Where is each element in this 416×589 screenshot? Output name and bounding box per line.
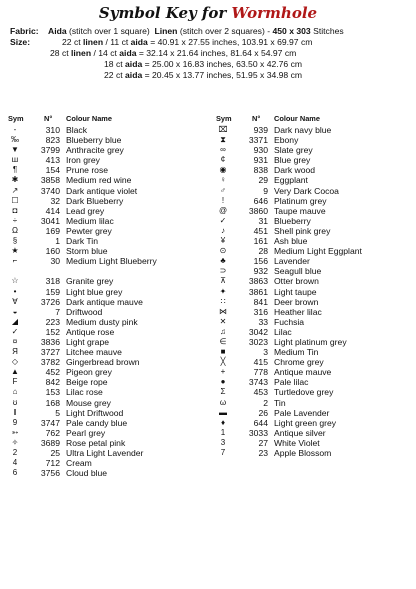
key-column-left <box>8 114 198 478</box>
symbol-glyph: 1 <box>220 427 226 437</box>
colour-name: Turtledove grey <box>274 387 334 398</box>
key-row <box>8 155 198 165</box>
size-line-3: 22 ct aida = 20.45 x 13.77 inches, 51.95 x 34.98 cm <box>104 70 303 80</box>
symbol-glyph: ♫ <box>220 326 226 336</box>
thread-number: 842 <box>45 377 60 388</box>
colour-name: Antique silver <box>274 427 326 438</box>
thread-number: 30 <box>50 256 60 267</box>
key-row <box>8 458 198 468</box>
symbol-glyph: • <box>13 286 17 296</box>
key-row <box>8 387 198 397</box>
key-row <box>216 186 406 196</box>
key-row <box>8 135 198 145</box>
colour-name: Blueberry blue <box>66 135 122 146</box>
thread-number: 316 <box>253 306 268 317</box>
colour-name: Blueberry <box>274 215 311 226</box>
symbol-glyph: ш <box>11 155 19 165</box>
key-row <box>216 347 406 357</box>
colour-name: Fuchsia <box>274 316 305 327</box>
symbol-glyph: § <box>12 236 18 246</box>
colour-name: Platinum grey <box>274 195 327 206</box>
symbol-glyph: ▬ <box>219 407 227 417</box>
symbol-glyph: ☐ <box>11 195 19 205</box>
key-row <box>8 287 198 297</box>
symbol-glyph: ✱ <box>11 175 19 185</box>
symbol-glyph: ↗ <box>11 185 19 195</box>
colour-name: Mouse grey <box>66 397 111 408</box>
thread-number: 32 <box>50 195 60 206</box>
thread-number: 3799 <box>40 145 60 156</box>
colour-name: Dark antique mauve <box>66 296 143 307</box>
symbol-glyph: @ <box>218 205 228 215</box>
key-row <box>216 337 406 347</box>
thread-number: 3863 <box>248 276 268 287</box>
colour-name: Dark navy blue <box>274 125 332 135</box>
symbol-glyph: ➳ <box>11 427 19 437</box>
symbol-glyph: ⌧ <box>218 125 228 134</box>
colour-name: Pearl grey <box>66 427 106 438</box>
thread-number: 3 <box>263 347 268 358</box>
thread-number: 646 <box>253 195 268 206</box>
key-row <box>216 165 406 175</box>
key-row <box>8 468 198 478</box>
colour-name: Light Driftwood <box>66 407 124 418</box>
key-row <box>8 398 198 408</box>
colour-name: Ash blue <box>274 236 308 247</box>
colour-name: Antique rose <box>66 326 115 337</box>
colour-name: Ultra Light Lavender <box>66 448 144 458</box>
symbol-glyph: ÷ <box>12 215 18 225</box>
fabric-linen-note: (stitch over 2 squares) - <box>179 26 271 36</box>
symbol-glyph: ✕ <box>219 316 227 326</box>
symbol-glyph: ∞ <box>220 145 226 155</box>
symbol-glyph: ✦ <box>219 286 227 296</box>
thread-number: 841 <box>253 296 268 307</box>
thread-number: 153 <box>45 387 60 398</box>
header-sym: Sym <box>8 114 24 123</box>
thread-number: 31 <box>258 215 268 226</box>
fabric-label: Fabric: <box>10 26 39 36</box>
symbol-glyph: ◇ <box>11 357 19 367</box>
thread-number: 644 <box>253 417 268 428</box>
symbol-glyph: + <box>220 367 226 377</box>
symbol-glyph: ǁ <box>13 407 17 417</box>
symbol-glyph: ✓ <box>11 326 19 336</box>
key-row <box>216 175 406 185</box>
colour-name: Medium Light Eggplant <box>274 246 362 257</box>
colour-name: Seagull blue <box>274 266 322 277</box>
colour-name: Lavender <box>274 256 310 267</box>
symbol-glyph: ☆ <box>11 276 19 286</box>
symbol-glyph: ‰ <box>11 135 19 145</box>
colour-name: Light grape <box>66 336 110 347</box>
thread-number: 3743 <box>248 377 268 388</box>
symbol-glyph: ▼ <box>11 145 19 155</box>
header-name: Colour Name <box>66 114 112 123</box>
thread-number: 27 <box>258 437 268 448</box>
key-row <box>8 276 198 286</box>
thread-number: 3726 <box>40 296 60 307</box>
symbol-glyph: ¤ <box>12 336 18 346</box>
title-prefix: Symbol Key for <box>98 4 232 22</box>
key-row <box>216 357 406 367</box>
key-row <box>8 327 198 337</box>
key-column-right <box>216 114 406 458</box>
key-row <box>8 357 198 367</box>
colour-name: Eggplant <box>274 175 308 186</box>
symbol-glyph: ʊ <box>12 397 18 407</box>
symbol-glyph: ✧ <box>11 437 19 447</box>
thread-number: 3033 <box>248 427 268 438</box>
colour-name: Iron grey <box>66 155 100 166</box>
thread-number: 838 <box>253 165 268 176</box>
key-row <box>8 196 198 206</box>
symbol-glyph: ♣ <box>220 256 226 266</box>
key-row <box>8 297 198 307</box>
colour-name: Beige rope <box>66 377 108 388</box>
symbol-glyph: ♪ <box>221 225 225 235</box>
key-row <box>216 276 406 286</box>
colour-name: Lilac <box>274 326 292 337</box>
key-row <box>216 266 406 276</box>
size-line-1: 28 ct linen / 14 ct aida = 32.14 x 21.64 inches, 81.64 x 54.97 cm <box>50 48 297 58</box>
colour-name: Pale candy blue <box>66 417 128 428</box>
key-row <box>216 256 406 266</box>
colour-name: Dark Blueberry <box>66 195 124 206</box>
symbol-glyph: ♀ <box>220 175 226 185</box>
thread-number: 712 <box>45 458 60 469</box>
fabric-linen: Linen <box>154 26 178 36</box>
thread-number: 930 <box>253 145 268 156</box>
symbol-glyph: 9 <box>12 417 18 427</box>
colour-name: Storm blue <box>66 246 108 257</box>
symbol-glyph: - <box>13 125 17 134</box>
colour-name: Anthracite grey <box>66 145 124 156</box>
stitch-suffix: Stitches <box>313 26 344 36</box>
thread-number: 762 <box>45 427 60 438</box>
thread-number: 33 <box>258 316 268 327</box>
colour-name: Slate grey <box>274 145 313 156</box>
colour-name: Heather lilac <box>274 306 322 317</box>
key-row <box>8 165 198 175</box>
colour-name: Pigeon grey <box>66 367 112 378</box>
pattern-name: Wormhole <box>231 4 318 22</box>
header-name: Colour Name <box>274 114 320 123</box>
key-row <box>8 186 198 196</box>
symbol-glyph: ◒ <box>12 306 18 316</box>
thread-number: 154 <box>45 165 60 176</box>
thread-number: 451 <box>253 225 268 236</box>
thread-number: 823 <box>45 135 60 146</box>
key-row <box>216 246 406 256</box>
colour-name: Lead grey <box>66 205 105 216</box>
thread-number: 932 <box>253 266 268 277</box>
key-row <box>216 155 406 165</box>
colour-name: Medium red wine <box>66 175 132 186</box>
thread-number: 156 <box>253 256 268 267</box>
thread-number: 223 <box>45 316 60 327</box>
key-row <box>216 145 406 155</box>
thread-number: 414 <box>45 205 60 216</box>
page-title <box>0 4 416 22</box>
colour-name: Pale lilac <box>274 377 309 388</box>
colour-name: Apple Blossom <box>274 448 332 458</box>
key-row <box>8 206 198 216</box>
colour-name: Cloud blue <box>66 468 108 479</box>
key-row <box>216 196 406 206</box>
thread-number: 3861 <box>248 286 268 297</box>
colour-name: Light green grey <box>274 417 337 428</box>
symbol-glyph: ✓ <box>219 215 227 225</box>
colour-name: Medium Tin <box>274 347 319 358</box>
thread-number: 415 <box>253 357 268 368</box>
symbol-glyph: 7 <box>220 448 226 457</box>
thread-number: 9 <box>263 185 268 196</box>
thread-number: 2 <box>263 397 268 408</box>
symbol-glyph: ■ <box>220 347 226 357</box>
key-row <box>216 307 406 317</box>
thread-number: 3727 <box>40 347 60 358</box>
symbol-glyph: ⊼ <box>220 276 226 286</box>
key-row <box>216 367 406 377</box>
key-row <box>8 448 198 458</box>
symbol-glyph: ● <box>220 377 226 387</box>
thread-number: 453 <box>253 387 268 398</box>
colour-name: Driftwood <box>66 306 103 317</box>
thread-number: 3740 <box>40 185 60 196</box>
colour-name: Prune rose <box>66 165 109 176</box>
thread-number: 168 <box>45 397 60 408</box>
symbol-glyph: ⧗ <box>220 135 226 145</box>
thread-number: 3023 <box>248 336 268 347</box>
colour-name: Rose petal pink <box>66 437 126 448</box>
key-row <box>8 408 198 418</box>
key-row <box>8 145 198 155</box>
symbol-glyph: 4 <box>12 458 18 468</box>
key-row <box>216 327 406 337</box>
key-row <box>216 236 406 246</box>
symbol-glyph: 2 <box>12 448 18 457</box>
colour-name: Medium lilac <box>66 215 114 226</box>
key-row <box>8 347 198 357</box>
thread-number: 23 <box>258 448 268 458</box>
symbol-glyph: ¶ <box>12 165 18 175</box>
key-row <box>8 256 198 276</box>
thread-number: 3042 <box>248 326 268 337</box>
colour-name: Tin <box>274 397 286 408</box>
symbol-glyph: ∀ <box>12 296 18 306</box>
symbol-glyph: ▲ <box>11 367 19 377</box>
key-row <box>8 175 198 185</box>
thread-number: 3747 <box>40 417 60 428</box>
colour-name: Shell pink grey <box>274 225 331 236</box>
key-row <box>216 206 406 216</box>
column-header <box>216 114 406 125</box>
symbol-glyph: ⋈ <box>219 306 227 316</box>
symbol-glyph: ⌂ <box>12 387 18 397</box>
symbol-glyph: ◢ <box>11 316 19 326</box>
symbol-glyph: Σ <box>220 387 226 397</box>
header-num: N° <box>252 114 261 123</box>
symbol-glyph: ! <box>221 195 225 205</box>
key-row <box>216 216 406 226</box>
colour-name: Granite grey <box>66 276 114 287</box>
column-header <box>8 114 198 125</box>
thread-number: 3858 <box>40 175 60 186</box>
key-row <box>8 246 198 256</box>
colour-name: Lilac rose <box>66 387 103 398</box>
key-row <box>216 418 406 428</box>
symbol-glyph: ★ <box>11 246 19 256</box>
colour-name: Ebony <box>274 135 299 146</box>
symbol-glyph: ¥ <box>220 236 226 246</box>
symbol-glyph: ⊃ <box>219 266 227 276</box>
key-row <box>216 438 406 448</box>
thread-number: 160 <box>45 246 60 257</box>
thread-number: 3689 <box>40 437 60 448</box>
colour-name: Dark Tin <box>66 236 98 247</box>
stitch-count: 450 x 303 <box>272 26 311 36</box>
key-row <box>216 226 406 236</box>
key-row <box>216 398 406 408</box>
key-row <box>8 307 198 317</box>
thread-number: 169 <box>45 225 60 236</box>
colour-name: Blue grey <box>274 155 311 166</box>
size-line-0: Size: 22 ct linen / 11 ct aida = 40.91 x 27.55 inches, 103.91 x 69.97 cm <box>10 37 313 47</box>
thread-number: 152 <box>45 326 60 337</box>
colour-name: Dark antique violet <box>66 185 138 196</box>
key-row <box>216 408 406 418</box>
thread-number: 29 <box>258 175 268 186</box>
thread-number: 3041 <box>40 215 60 226</box>
symbol-glyph: ∈ <box>219 336 227 346</box>
symbol-glyph: Ω <box>12 225 18 235</box>
symbol-glyph: ω <box>219 397 227 407</box>
thread-number: 26 <box>258 407 268 418</box>
thread-number: 3860 <box>248 205 268 216</box>
symbol-glyph: ♦ <box>220 417 226 427</box>
thread-number: 5 <box>55 407 60 418</box>
key-row <box>8 377 198 387</box>
size-line-2: 18 ct aida = 25.00 x 16.83 inches, 63.50 x 42.76 cm <box>104 59 303 69</box>
colour-name: Very Dark Cocoa <box>274 185 339 196</box>
colour-name: Otter brown <box>274 276 319 287</box>
key-row <box>8 317 198 327</box>
thread-number: 3756 <box>40 468 60 479</box>
symbol-glyph: ¢ <box>220 155 226 165</box>
key-row <box>216 428 406 438</box>
thread-number: 159 <box>45 286 60 297</box>
symbol-glyph: ╳ <box>220 357 226 367</box>
key-row <box>8 236 198 246</box>
symbol-glyph: ◉ <box>219 165 227 175</box>
key-row <box>216 287 406 297</box>
thread-number: 931 <box>253 155 268 166</box>
symbol-glyph: ∷ <box>220 296 226 306</box>
key-row <box>216 387 406 397</box>
header-sym: Sym <box>216 114 232 123</box>
key-row <box>8 438 198 448</box>
key-row <box>216 297 406 307</box>
key-row <box>216 317 406 327</box>
thread-number: 939 <box>253 125 268 135</box>
symbol-glyph: 6 <box>12 468 18 478</box>
symbol-glyph: ⌐ <box>12 256 18 266</box>
colour-name: Deer brown <box>274 296 319 307</box>
colour-name: Litchee mauve <box>66 347 122 358</box>
key-row <box>216 135 406 145</box>
thread-number: 161 <box>253 236 268 247</box>
fabric-aida: Aida <box>48 26 67 36</box>
key-row <box>216 377 406 387</box>
thread-number: 25 <box>50 448 60 458</box>
symbol-glyph: F <box>12 377 18 387</box>
fabric-aida-note: (stitch over 1 square) <box>69 26 150 36</box>
symbol-glyph: ⊙ <box>219 246 227 256</box>
thread-number: 413 <box>45 155 60 166</box>
key-row <box>8 418 198 428</box>
colour-name: Light blue grey <box>66 286 123 297</box>
key-row <box>216 448 406 458</box>
colour-name: White Violet <box>274 437 320 448</box>
thread-number: 3782 <box>40 357 60 368</box>
key-row <box>8 428 198 438</box>
colour-name: Pewter grey <box>66 225 112 236</box>
fabric-line <box>10 26 344 36</box>
key-row <box>8 125 198 135</box>
symbol-glyph: Я <box>12 347 18 357</box>
colour-name: Dark wood <box>274 165 316 176</box>
key-row <box>216 125 406 135</box>
colour-name: Medium dusty pink <box>66 316 138 327</box>
colour-name: Light platinum grey <box>274 336 347 347</box>
thread-number: 318 <box>45 276 60 287</box>
colour-name: Antique mauve <box>274 367 332 378</box>
colour-name: Cream <box>66 458 92 469</box>
colour-name: Medium Light Blueberry <box>66 256 157 267</box>
key-row <box>8 367 198 377</box>
colour-name: Gingerbread brown <box>66 357 140 368</box>
thread-number: 310 <box>45 125 60 135</box>
thread-number: 778 <box>253 367 268 378</box>
thread-number: 7 <box>55 306 60 317</box>
key-row <box>8 226 198 236</box>
thread-number: 3371 <box>248 135 268 146</box>
colour-name: Light taupe <box>274 286 317 297</box>
symbol-glyph: ◘ <box>12 205 18 215</box>
key-row <box>8 337 198 347</box>
key-row <box>8 216 198 226</box>
colour-name: Taupe mauve <box>274 205 326 216</box>
symbol-glyph: ♂ <box>220 185 226 195</box>
colour-name: Black <box>66 125 88 135</box>
thread-number: 452 <box>45 367 60 378</box>
symbol-glyph: 3 <box>220 437 226 447</box>
thread-number: 1 <box>55 236 60 247</box>
thread-number: 28 <box>258 246 268 257</box>
header-num: N° <box>44 114 53 123</box>
colour-name: Pale Lavender <box>274 407 330 418</box>
colour-name: Chrome grey <box>274 357 324 368</box>
size-label: Size: <box>10 37 31 47</box>
thread-number: 3836 <box>40 336 60 347</box>
